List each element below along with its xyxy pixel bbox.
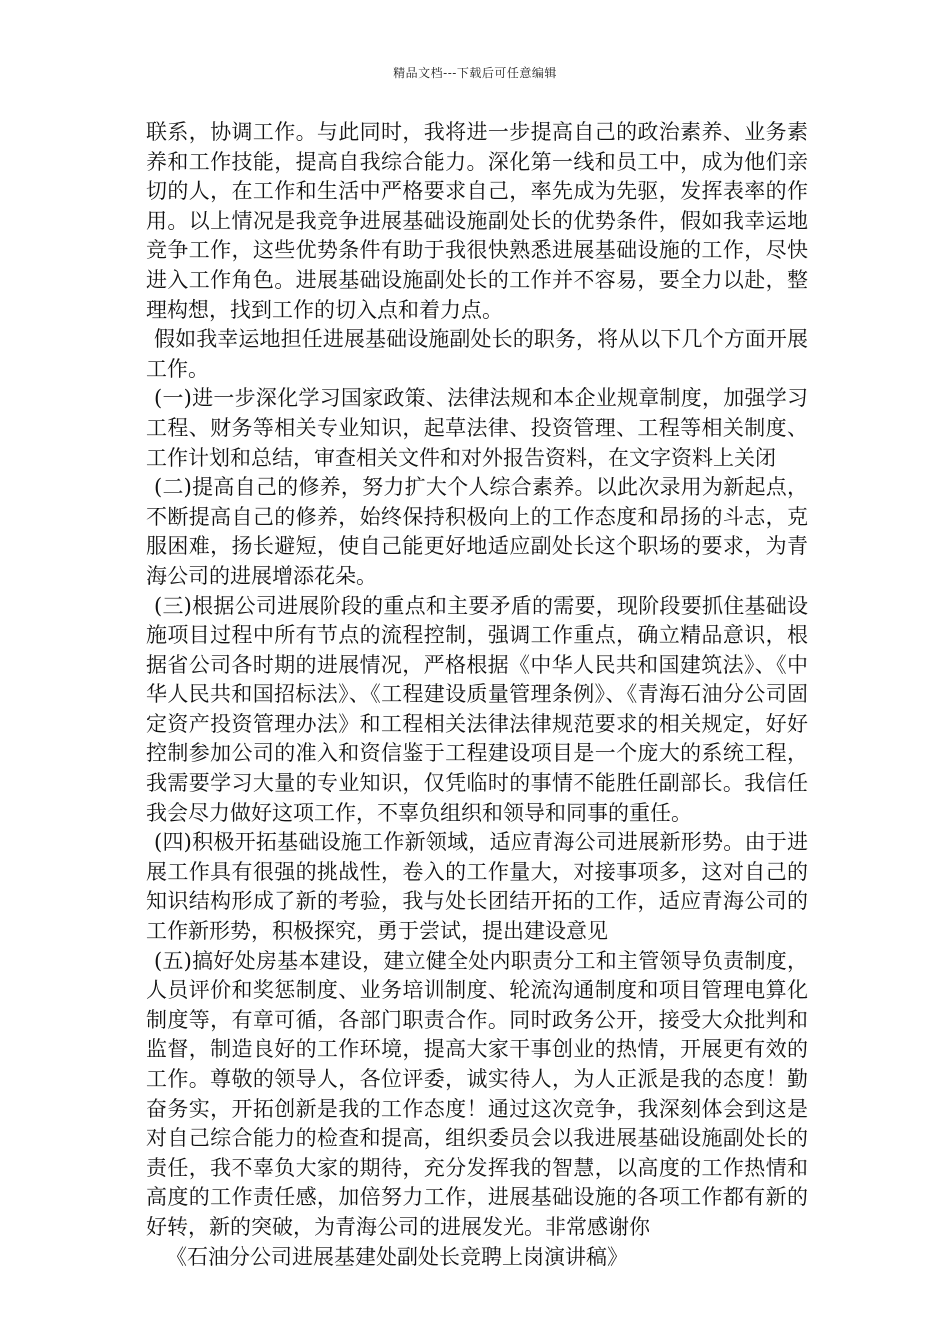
paragraph-item-1: (一)进一步深化学习国家政策、法律法规和本企业规章制度，加强学习工程、财务等相关专业知识，起草法律、投资管理、工程等相关制度、工作计划和总结，审查相关文件和对外报告资料，在文字资料上关闭 xyxy=(146,386,808,470)
paragraph-intro: 联系，协调工作。与此同时，我将进一步提高自己的政治素养、业务素养和工作技能，提高自我综合能力。深化第一线和员工中，成为他们亲切的人，在工作和生活中严格要求自己，率先成为先驱，发挥表率的作用。以上情况是我竞争进展基础设施副处长的优势条件，假如我幸运地竞争工作，这些优势条件有助于我很快熟悉进展基础设施的工作，尽快进入工作角色。进展基础设施副处长的工作并不容易，要全力以赴，整理构想，找到工作的切入点和着力点。 xyxy=(146,120,808,322)
paragraph-item-4: (四)积极开拓基础设施工作新领域，适应青海公司进展新形势。由于进展工作具有很强的挑战性，卷入的工作量大，对接事项多，这对自己的知识结构形成了新的考验，我与处长团结开拓的工作，适应青海公司的工作新形势，积极探究，勇于尝试，提出建设意见 xyxy=(146,830,808,944)
paragraph-item-3: (三)根据公司进展阶段的重点和主要矛盾的需要，现阶段要抓住基础设施项目过程中所有节点的流程控制，强调工作重点，确立精品意识，根据省公司各时期的进展情况，严格根据《中华人民共和国建筑法》、《中华人民共和国招标法》、《工程建设质量管理条例》、《青海石油分公司固定资产投资管理办法》和工程相关法律法律规范要求的相关规定，好好控制参加公司的准入和资信鉴于工程建设项目是一个庞大的系统工程，我需要学习大量的专业知识，仅凭临时的事情不能胜任副部长。我信任我会尽力做好这项工作，不辜负组织和领导和同事的重任。 xyxy=(146,593,808,825)
paragraph-item-2: (二)提高自己的修养，努力扩大个人综合素养。以此次录用为新起点，不断提高自己的修养，始终保持积极向上的工作态度和昂扬的斗志，克服困难，扬长避短，使自己能更好地适应副处长这个职场的要求，为青海公司的进展增添花朵。 xyxy=(146,475,808,588)
page-header: 精品文档---下载后可任意编辑 xyxy=(393,66,557,80)
paragraph-item-5: (五)搞好处房基本建设，建立健全处内职责分工和主管领导负责制度，人员评价和奖惩制度、业务培训制度、轮流沟通制度和项目管理电算化制度等，有章可循，各部门职责合作。同时政务公开，接受大众批判和监督，制造良好的工作环境，提高大家干事创业的热情，开展更有效的工作。尊敬的领导人，各位评委，诚实待人，为人正派是我的态度！勤奋务实，开拓创新是我的工作态度！通过这次竞争，我深刻体会到这是对自己综合能力的检查和提高，组织委员会以我进展基础设施副处长的责任，我不辜负大家的期待，充分发挥我的智慧，以高度的工作热情和高度的工作责任感，加倍努力工作，进展基础设施的各项工作都有新的好转，新的突破，为青海公司的进展发光。非常感谢你 xyxy=(146,948,808,1239)
closing-title: 《石油分公司进展基建处副处长竞聘上岗演讲稿》 xyxy=(166,1244,628,1269)
document-body xyxy=(146,118,808,1272)
paragraph-plan: 假如我幸运地担任进展基础设施副处长的职务，将从以下几个方面开展工作。 xyxy=(146,327,808,381)
